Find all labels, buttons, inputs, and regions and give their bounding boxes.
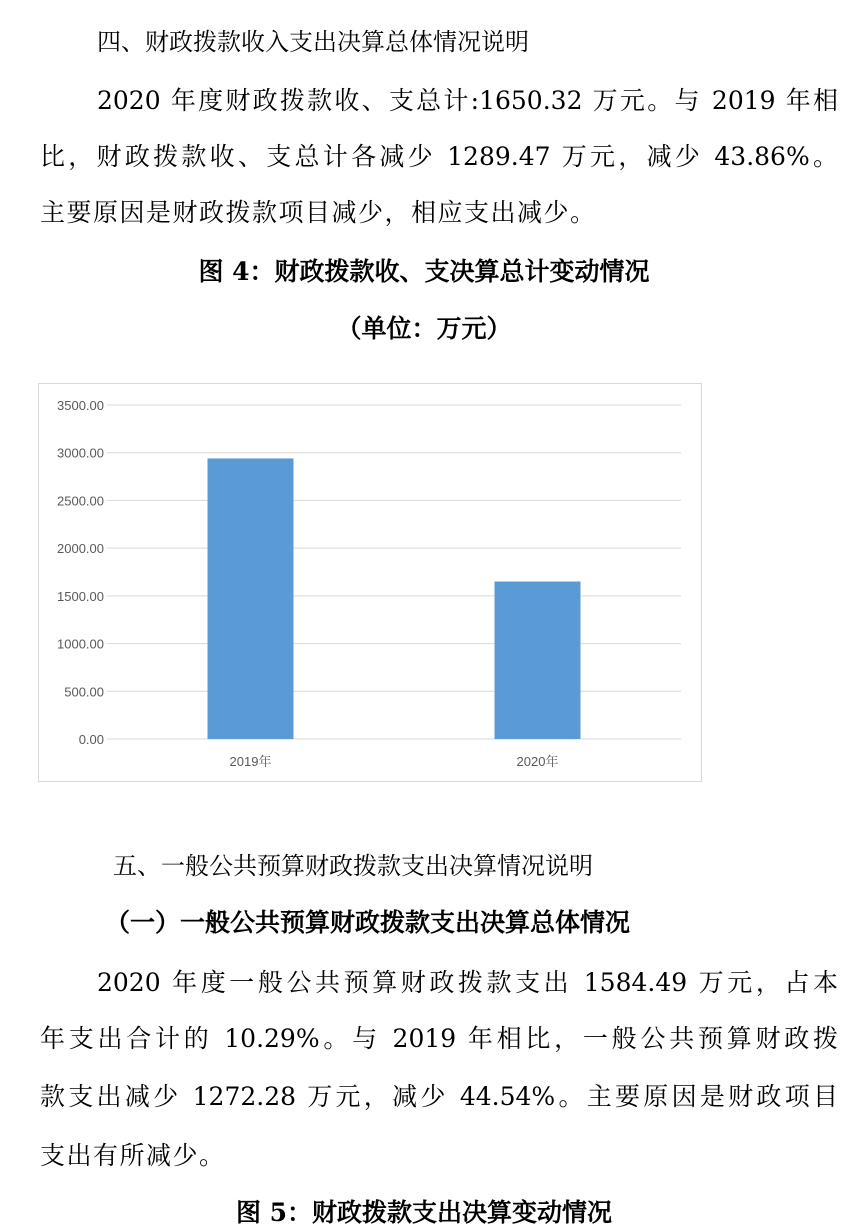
paragraph-line: 年支出合计的 10.29%。与 2019 年相比，一般公共预算财政拨 — [40, 1024, 838, 1053]
section5-subheading: （一）一般公共预算财政拨款支出决算总体情况 — [105, 908, 631, 937]
y-tick-label: 500.00 — [64, 684, 104, 700]
section4-heading: 四、财政拨款收入支出决算总体情况说明 — [97, 28, 529, 56]
paragraph-line: 2020 年度一般公共预算财政拨款支出 1584.49 万元，占本 — [97, 968, 838, 997]
y-tick-label: 1000.00 — [57, 636, 104, 652]
y-tick-label: 3500.00 — [57, 398, 104, 413]
x-tick-label: 2020年 — [516, 754, 559, 769]
paragraph-line: 支出有所减少。 — [40, 1141, 226, 1170]
y-tick-label: 2000.00 — [57, 541, 104, 557]
figure-title: 图 4：财政拨款收、支决算总计变动情况 — [198, 257, 650, 286]
paragraph-line: 2020 年度财政拨款收、支总计:1650.32 万元。与 2019 年相 — [97, 86, 838, 115]
bar-chart — [38, 383, 702, 782]
figure-unit: （单位：万元） — [336, 314, 512, 343]
y-tick-label: 3000.00 — [57, 445, 104, 461]
section5-heading: 五、一般公共预算财政拨款支出决算情况说明 — [113, 852, 593, 880]
y-tick-label: 1500.00 — [57, 588, 104, 604]
bar-2019年 — [208, 458, 294, 739]
bar-2020年 — [495, 582, 581, 739]
figure-title: 图 5：财政拨款支出决算变动情况 — [235, 1198, 613, 1227]
x-tick-label: 2019年 — [229, 754, 272, 769]
paragraph-line: 比，财政拨款收、支总计各减少 1289.47 万元，减少 43.86%。 — [40, 142, 838, 171]
paragraph-line: 主要原因是财政拨款项目减少，相应支出减少。 — [40, 198, 597, 227]
paragraph-line: 款支出减少 1272.28 万元，减少 44.54%。主要原因是财政项目 — [40, 1082, 838, 1111]
y-tick-label: 2500.00 — [57, 493, 104, 509]
y-tick-label: 0.00 — [78, 732, 104, 747]
